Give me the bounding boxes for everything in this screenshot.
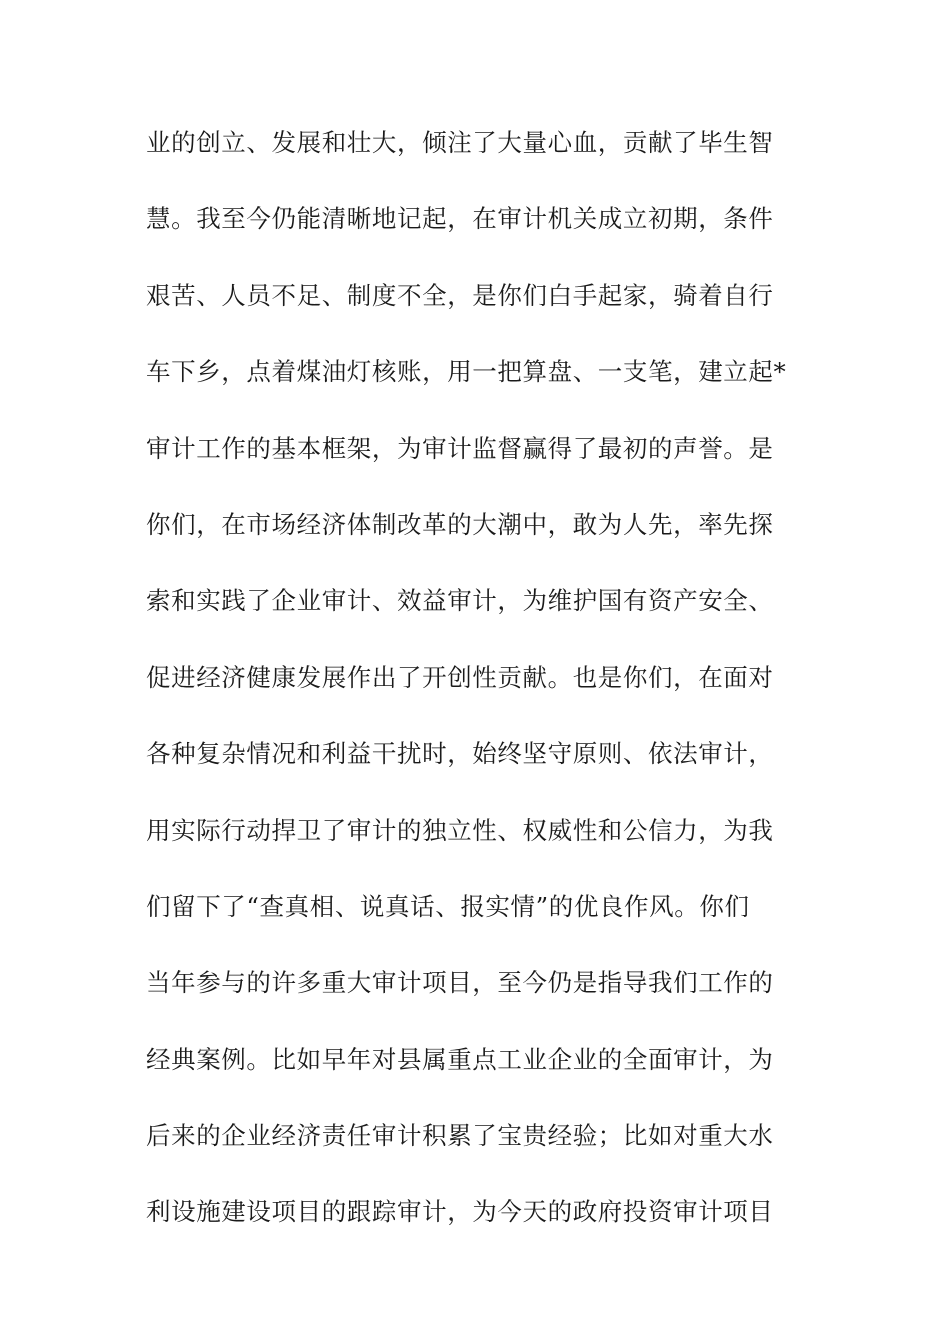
text-line: 各种复杂情况和利益干扰时，始终坚守原则、依法审计，	[146, 739, 774, 769]
body-text	[146, 118, 806, 1264]
text-line: 后来的企业经济责任审计积累了宝贵经验；比如对重大水	[146, 1121, 774, 1151]
text-line: 们留下了“查真相、说真话、报实情”的优良作风。你们	[146, 891, 750, 921]
text-line: 艰苦、人员不足、制度不全，是你们白手起家，骑着自行	[146, 280, 774, 310]
text-line: 利设施建设项目的跟踪审计，为今天的政府投资审计项目	[146, 1197, 774, 1227]
text-line: 用实际行动捍卫了审计的独立性、权威性和公信力，为我	[146, 815, 774, 845]
text-line: 索和实践了企业审计、效益审计，为维护国有资产安全、	[146, 586, 774, 616]
text-line: 审计工作的基本框架，为审计监督赢得了最初的声誉。是	[146, 433, 774, 463]
text-line: 车下乡，点着煤油灯核账，用一把算盘、一支笔，建立起*	[146, 357, 787, 387]
text-line: 当年参与的许多重大审计项目，至今仍是指导我们工作的	[146, 968, 774, 998]
text-line: 业的创立、发展和壮大，倾注了大量心血，贡献了毕生智	[146, 128, 774, 157]
text-line: 经典案例。比如早年对县属重点工业企业的全面审计，为	[146, 1044, 774, 1074]
text-line: 你们，在市场经济体制改革的大潮中，敢为人先，率先探	[146, 509, 774, 539]
text-line: 促进经济健康发展作出了开创性贡献。也是你们，在面对	[146, 662, 774, 692]
text-line: 慧。我至今仍能清晰地记起，在审计机关成立初期，条件	[146, 204, 774, 234]
